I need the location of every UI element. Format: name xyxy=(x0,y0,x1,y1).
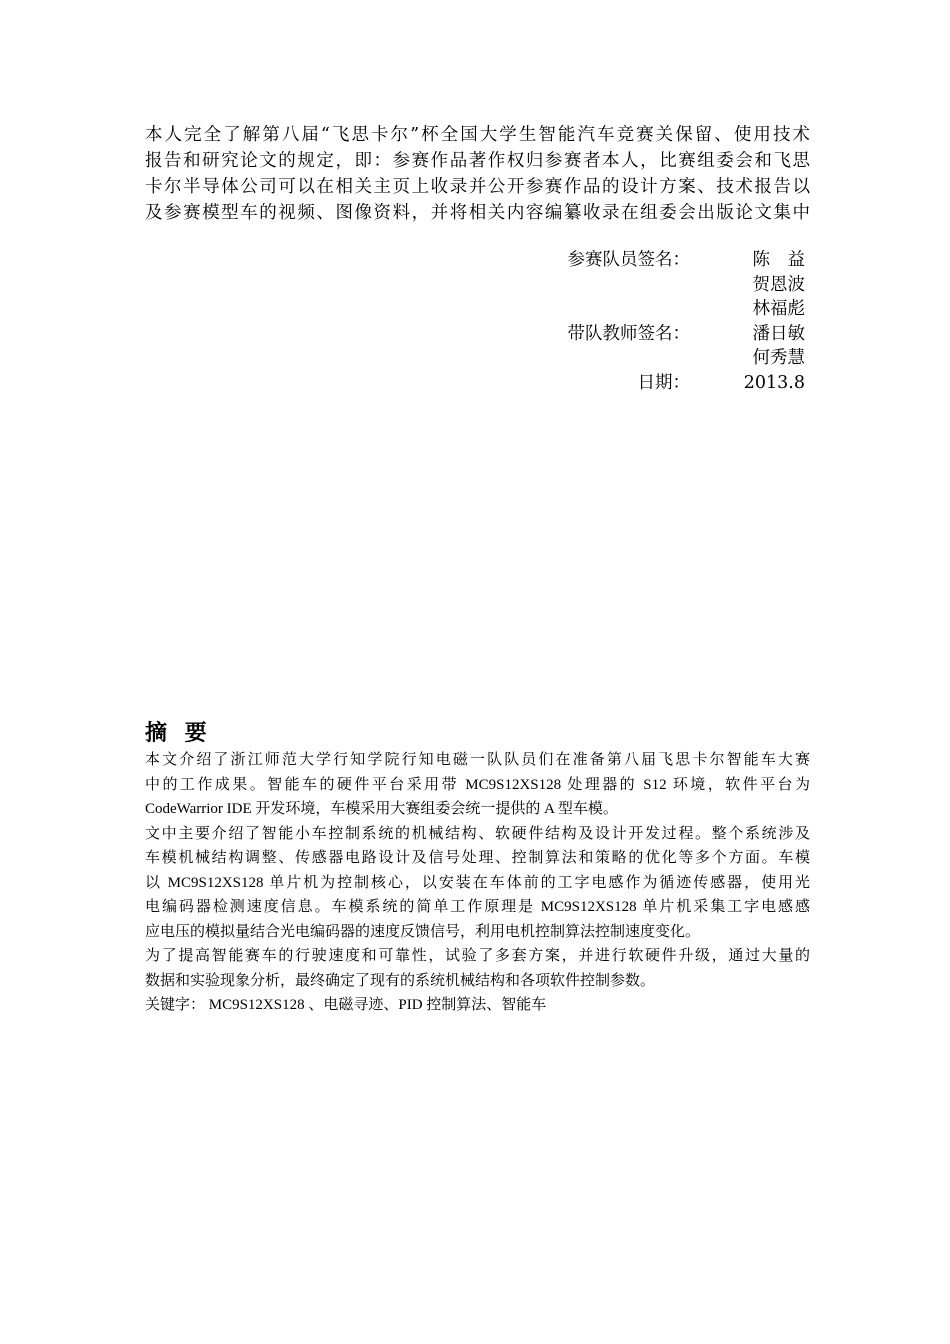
team-signature-row xyxy=(545,273,805,298)
team-member-name: 贺恩波 xyxy=(752,274,805,295)
declaration-line: 本人完全了解第八届“飞思卡尔”杯全国大学生智能汽车竞赛关保留、使用技术 xyxy=(145,125,810,145)
teacher-name: 潘日敏 xyxy=(752,323,805,344)
abstract-line: 以 MC9S12XS128 单片机为控制核心，以安装在车体前的工字电感作为循迹传感器，使用光 xyxy=(145,874,810,891)
declaration-line: 报告和研究论文的规定，即：参赛作品著作权归参赛者本人，比赛组委会和飞思 xyxy=(145,151,810,171)
team-signature-row xyxy=(545,297,805,322)
declaration-line: 卡尔半导体公司可以在相关主页上收录并公开参赛作品的设计方案、技术报告以 xyxy=(145,177,810,197)
keywords-line: 关键字： MC9S12XS128 、电磁寻迹、PID 控制算法、智能车 xyxy=(145,997,547,1013)
teacher-signature-label: 带队教师签名： xyxy=(567,323,690,344)
abstract-line: 车模机械结构调整、传感器电路设计及信号处理、控制算法和策略的优化等多个方面。车模 xyxy=(145,850,810,866)
abstract-line: 应电压的模拟量结合光电编码器的速度反馈信号，利用电机控制算法控制速度变化。 xyxy=(145,923,701,940)
date-label: 日期： xyxy=(637,372,690,393)
signature-block xyxy=(545,248,805,395)
abstract-line: CodeWarrior IDE 开发环境，车模采用大赛组委会统一提供的 A 型车模。 xyxy=(145,801,618,817)
abstract-line: 本文介绍了浙江师范大学行知学院行知电磁一队队员们在准备第八届飞思卡尔智能车大赛 xyxy=(145,752,810,768)
abstract-line: 文中主要介绍了智能小车控制系统的机械结构、软硬件结构及设计开发过程。整个系统涉及 xyxy=(145,825,810,842)
abstract-body xyxy=(145,748,810,1018)
abstract-line: 中的工作成果。智能车的硬件平台采用带 MC9S12XS128 处理器的 S12 环境，软件平台为 xyxy=(145,776,810,793)
abstract-title: 摘 要 xyxy=(145,721,212,746)
abstract-line: 数据和实验现象分析，最终确定了现有的系统机械结构和各项软件控制参数。 xyxy=(145,972,656,989)
abstract-line: 电编码器检测速度信息。车模系统的简单工作原理是 MC9S12XS128 单片机采集工字电感感 xyxy=(145,899,810,915)
team-signature-label: 参赛队员签名： xyxy=(567,250,690,270)
date-row xyxy=(545,371,805,396)
copyright-declaration xyxy=(145,122,810,226)
teacher-name: 何秀慧 xyxy=(752,348,805,368)
team-member-name: 陈 益 xyxy=(752,250,805,270)
date-value: 2013.8 xyxy=(743,372,805,393)
teacher-signature-row xyxy=(545,346,805,371)
abstract-line: 为了提高智能赛车的行驶速度和可靠性，试验了多套方案，并进行软硬件升级，通过大量的 xyxy=(145,948,810,964)
team-member-name: 林福彪 xyxy=(752,299,805,319)
teacher-signature-row xyxy=(545,322,805,347)
declaration-line: 及参赛模型车的视频、图像资料，并将相关内容编纂收录在组委会出版论文集中 xyxy=(145,203,810,223)
team-signature-row xyxy=(545,248,805,273)
